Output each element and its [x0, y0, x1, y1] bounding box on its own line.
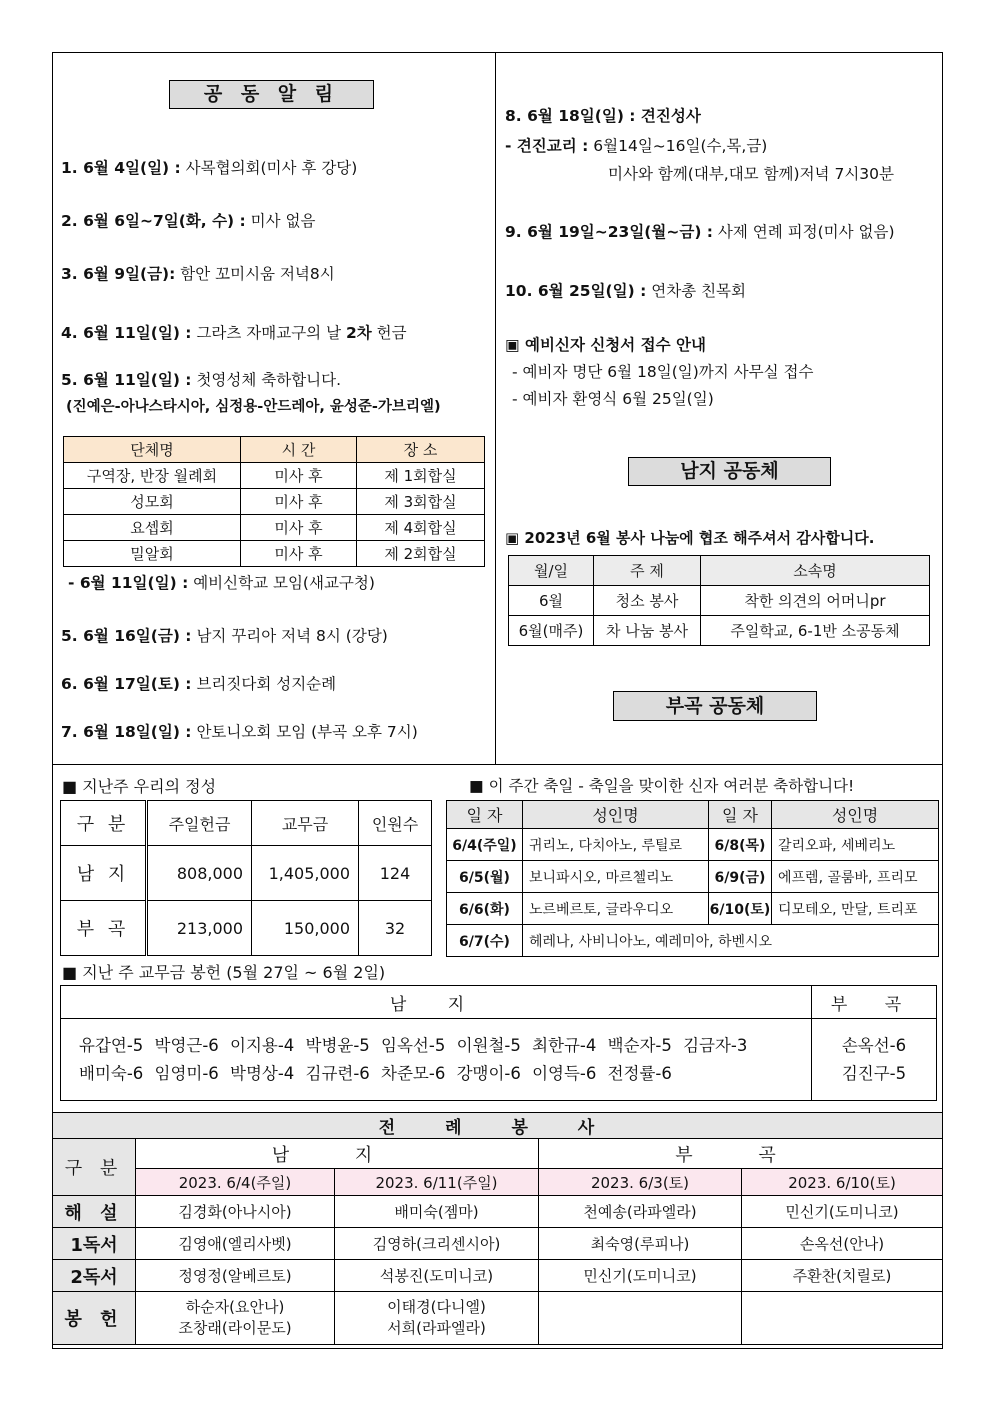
- table-row: [447, 925, 939, 957]
- notice-item-10: 9. 6월 19일~23일(월~금) : 사제 연례 피정(미사 없음): [505, 223, 895, 241]
- cell: [742, 1292, 943, 1345]
- cell: 주환찬(치릴로): [742, 1260, 943, 1292]
- cell: 150,000: [252, 901, 359, 956]
- cell: 제 3회합실: [357, 489, 485, 515]
- cell: 6/5(월): [447, 861, 523, 893]
- confirmation-note: 미사와 함께(대부,대모 함께)저녁 7시30분: [608, 165, 894, 183]
- col-header: 일 자: [447, 801, 523, 829]
- cell: 6월: [509, 586, 594, 616]
- notice-item-8: 7. 6월 18일(일) : 안토니오회 모임 (부곡 오후 7시): [61, 723, 418, 741]
- cell: 정영정(알베르토): [136, 1260, 335, 1292]
- cell: 손옥선(안나): [742, 1228, 943, 1260]
- cell: 808,000: [147, 846, 252, 901]
- cell: 제 4회합실: [357, 515, 485, 541]
- notice-item-7: 6. 6월 17일(토) : 브리짓다회 성지순례: [61, 675, 337, 693]
- cell: 32: [359, 901, 432, 956]
- dues-namji-names: [61, 1019, 812, 1101]
- cell: 미사 후: [241, 515, 357, 541]
- cell: 에프렘, 골룸바, 프리모: [772, 861, 939, 893]
- cell: 밀알회: [64, 541, 241, 567]
- offering-title: ■ 지난주 우리의 정성: [62, 777, 217, 796]
- cell: 6/7(수): [447, 925, 523, 957]
- cell: 착한 의견의 어머니pr: [701, 586, 930, 616]
- table-row: [64, 515, 485, 541]
- liturgy-bugok: 부 곡: [539, 1139, 943, 1169]
- date-header: 2023. 6/11(주일): [335, 1169, 539, 1196]
- service-thanks-title: ▣ 2023년 6월 봉사 나눔에 협조 해주셔서 감사합니다.: [505, 529, 875, 547]
- offering-table: [60, 800, 432, 956]
- date-header: 2023. 6/10(토): [742, 1169, 943, 1196]
- feast-title: ■ 이 주간 축일 - 축일을 맞이한 신자 여러분 축하합니다!: [469, 777, 855, 795]
- cell: 보니파시오, 마르첼리노: [523, 861, 709, 893]
- cell: 제 1회합실: [357, 463, 485, 489]
- col-header: 장 소: [357, 437, 485, 463]
- notice-sub-item: - 6월 11일(일) : 예비신학교 모임(새교구청): [68, 574, 375, 592]
- cell: 김영하(크리센시아): [335, 1228, 539, 1260]
- notice-title: 공 동 알 림: [169, 80, 374, 109]
- cell: 1,405,000: [252, 846, 359, 901]
- cell: 배미숙(젬마): [335, 1196, 539, 1228]
- offer-name: 서희(라파엘라): [387, 1319, 486, 1337]
- col-header: 성인명: [523, 801, 709, 829]
- cell: 6/6(화): [447, 893, 523, 925]
- table-row: [53, 1260, 943, 1292]
- feast-table: [446, 800, 939, 957]
- cell: [539, 1292, 742, 1345]
- table-row: [447, 861, 939, 893]
- date-header: 2023. 6/4(주일): [136, 1169, 335, 1196]
- cell: 6/10(토): [709, 893, 772, 925]
- col-header: 소속명: [701, 556, 930, 586]
- cell: 6/4(주일): [447, 829, 523, 861]
- group-meeting-table: [63, 436, 485, 567]
- col-header: 주일헌금: [147, 801, 252, 846]
- liturgy-gubun: 구 분: [53, 1139, 136, 1196]
- cell: 차 나눔 봉사: [594, 616, 701, 646]
- table-row: [64, 541, 485, 567]
- date-header: 2023. 6/3(토): [539, 1169, 742, 1196]
- cell: 천예송(라파엘라): [539, 1196, 742, 1228]
- catechumen-title: ▣ 예비신자 신청서 접수 안내: [505, 336, 706, 354]
- table-row: [61, 846, 432, 901]
- notice-item-11: 10. 6월 25일(일) : 연차총 친목회: [505, 282, 746, 300]
- cell: 6/9(금): [709, 861, 772, 893]
- notice-item-3: 3. 6월 9일(금): 함안 꼬미시움 저녁8시: [61, 265, 335, 283]
- column-divider: [495, 52, 496, 764]
- col-header: 일 자: [709, 801, 772, 829]
- offer-name: 하순자(요안나): [185, 1298, 285, 1316]
- col-header: 주 제: [594, 556, 701, 586]
- table-row: [61, 1019, 937, 1101]
- dues-bugok-names: [812, 1019, 937, 1101]
- dues-namji-header: 남 지: [61, 986, 812, 1019]
- cell: 헤레나, 사비니아노, 예레미아, 하벤시오: [523, 925, 939, 957]
- cell: [335, 1292, 539, 1345]
- table-row: [64, 463, 485, 489]
- cell: 미사 후: [241, 489, 357, 515]
- table-row: [53, 1196, 943, 1228]
- dues-table: [60, 985, 937, 1101]
- col-header: 교무금: [252, 801, 359, 846]
- section-divider: [52, 764, 943, 765]
- cell: 민신기(도미니코): [539, 1260, 742, 1292]
- cell: 주일학교, 6-1반 소공동체: [701, 616, 930, 646]
- cell: 최숙영(루피나): [539, 1228, 742, 1260]
- table-row: [53, 1228, 943, 1260]
- catechumen-line-1: - 예비자 명단 6월 18일(일)까지 사무실 접수: [512, 363, 814, 381]
- notice-item-4: 4. 6월 11일(일) : 그라츠 자매교구의 날 2차 헌금: [61, 324, 407, 342]
- table-row: [447, 829, 939, 861]
- cell: 성모회: [64, 489, 241, 515]
- dues-namji-line-2: 배미숙-6 임영미-6 박명상-4 김규련-6 차준모-6 강맹이-6 이영득-6 전정률-6: [79, 1063, 672, 1083]
- table-row: [64, 489, 485, 515]
- col-header: 시 간: [241, 437, 357, 463]
- cell: 민신기(도미니코): [742, 1196, 943, 1228]
- col-header: 성인명: [772, 801, 939, 829]
- cell: 미사 후: [241, 541, 357, 567]
- dues-bugok-line-2: 김진구-5: [841, 1063, 907, 1083]
- table-row: [509, 616, 930, 646]
- cell: 213,000: [147, 901, 252, 956]
- row-label: 2독서: [53, 1260, 136, 1292]
- col-header: 구 분: [61, 801, 147, 846]
- dues-bugok-line-1: 손옥선-6: [841, 1035, 907, 1055]
- cell: 디모테오, 만달, 트리포: [772, 893, 939, 925]
- col-header: 월/일: [509, 556, 594, 586]
- cell: 6월(매주): [509, 616, 594, 646]
- cell: 124: [359, 846, 432, 901]
- namji-community-title: 남지 공동체: [628, 457, 831, 486]
- catechumen-line-2: - 예비자 환영식 6월 25일(일): [512, 390, 714, 408]
- dues-bugok-header: 부 곡: [812, 986, 937, 1019]
- confirmation-class: - 견진교리 : 6월14일~16일(수,목,금): [505, 137, 768, 155]
- notice-item-9: 8. 6월 18일(일) : 견진성사: [505, 107, 701, 125]
- dues-title: ■ 지난 주 교무금 봉헌 (5월 27일 ~ 6월 2일): [62, 963, 386, 982]
- table-row: [53, 1292, 943, 1345]
- row-label: 해 설: [53, 1196, 136, 1228]
- cell: 미사 후: [241, 463, 357, 489]
- table-row: [447, 893, 939, 925]
- bugok-community-title: 부곡 공동체: [613, 691, 817, 721]
- notice-item-1: 1. 6월 4일(일) : 사목협의회(미사 후 강당): [61, 159, 358, 177]
- liturgy-title: 전 례 봉 사: [53, 1113, 943, 1139]
- offer-name: 조창래(라이문도): [178, 1319, 292, 1337]
- row-label: 부 곡: [61, 901, 147, 956]
- first-communion-names: (진예은-아나스타시아, 심정용-안드레아, 윤성준-가브리엘): [66, 399, 441, 415]
- cell: 6/8(목): [709, 829, 772, 861]
- col-header: 단체명: [64, 437, 241, 463]
- cell: 청소 봉사: [594, 586, 701, 616]
- table-row: [509, 586, 930, 616]
- row-label: 1독서: [53, 1228, 136, 1260]
- dues-namji-line-1: 유갑연-5 박영근-6 이지용-4 박병윤-5 임옥선-5 이원철-5 최한규-4 백순자-5 김금자-3: [79, 1035, 748, 1055]
- table-row: [61, 901, 432, 956]
- cell: 석봉진(도미니코): [335, 1260, 539, 1292]
- row-label: 남 지: [61, 846, 147, 901]
- notice-item-6: 5. 6월 16일(금) : 남지 꾸리아 저녁 8시 (강당): [61, 627, 388, 645]
- cell: 요셉회: [64, 515, 241, 541]
- cell: 구역장, 반장 월례회: [64, 463, 241, 489]
- notice-item-5: 5. 6월 11일(일) : 첫영성체 축하합니다.: [61, 371, 342, 389]
- cell: 노르베르토, 글라우디오: [523, 893, 709, 925]
- liturgy-namji: 남 지: [136, 1139, 539, 1169]
- service-table: [508, 555, 930, 646]
- cell: [136, 1292, 335, 1345]
- liturgy-table: [52, 1112, 943, 1345]
- cell: 김영애(엘리사벳): [136, 1228, 335, 1260]
- cell: 갈리오파, 세베리노: [772, 829, 939, 861]
- offer-name: 이태경(다니엘): [387, 1298, 486, 1316]
- cell: 귀리노, 다치아노, 루틸로: [523, 829, 709, 861]
- cell: 제 2회합실: [357, 541, 485, 567]
- col-header: 인원수: [359, 801, 432, 846]
- row-label: 봉 헌: [53, 1292, 136, 1345]
- notice-item-2: 2. 6월 6일~7일(화, 수) : 미사 없음: [61, 212, 316, 230]
- cell: 김경화(아나시아): [136, 1196, 335, 1228]
